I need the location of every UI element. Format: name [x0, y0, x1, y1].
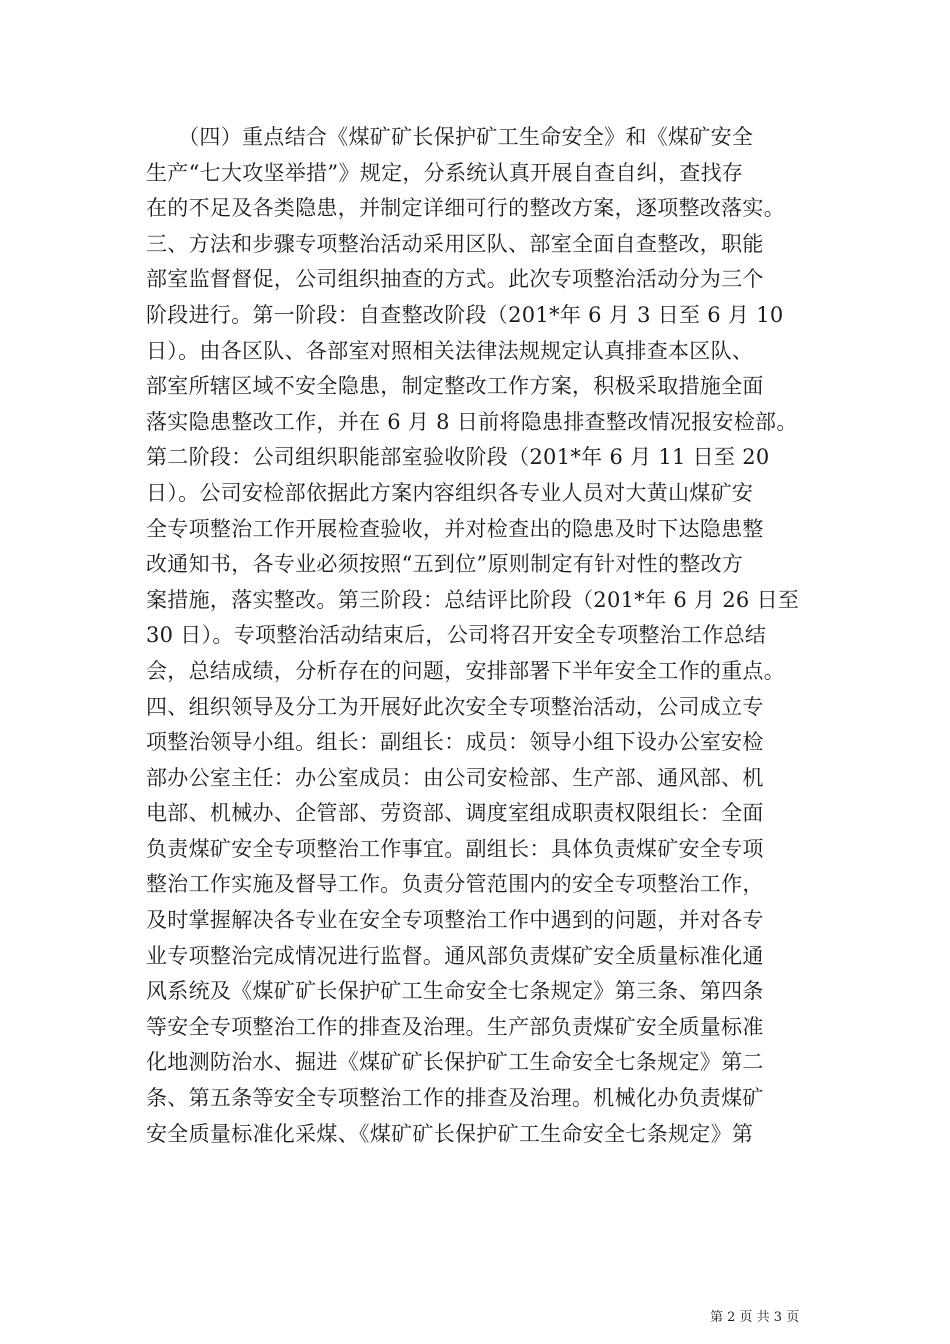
- text-line: 30 日）。专项整治活动结束后，公司将召开安全专项整治工作总结: [146, 623, 767, 648]
- text-line: 改通知书，各专业必须按照“五到位”原则制定有针对性的整改方: [146, 552, 744, 577]
- text-line: 阶段进行。第一阶段：自查整改阶段（201*年 6 月 3 日至 6 月 10: [146, 302, 784, 327]
- text-line: 案措施，落实整改。第三阶段：总结评比阶段（201*年 6 月 26 日至: [146, 587, 800, 612]
- text-line: 三、方法和步骤专项整治活动采用区队、部室全面自查整改，职能: [146, 231, 764, 256]
- text-line: 及时掌握解决各专业在安全专项整治工作中遇到的问题，并对各专: [146, 908, 764, 933]
- text-line: 落实隐患整改工作，并在 6 月 8 日前将隐患排查整改情况报安检部。: [146, 409, 798, 434]
- text-line: 会，总结成绩，分析存在的问题，安排部署下半年安全工作的重点。: [146, 658, 785, 683]
- text-line: 第二阶段：公司组织职能部室验收阶段（201*年 6 月 11 日至 20: [146, 445, 770, 470]
- text-line: 电部、机械办、企管部、劳资部、调度室组成职责权限组长：全面: [146, 801, 764, 826]
- text-line: 部办公室主任：办公室成员：由公司安检部、生产部、通风部、机: [146, 765, 764, 790]
- text-line: 在的不足及各类隐患，并制定详细可行的整改方案，逐项整改落实。: [146, 196, 785, 221]
- text-line: 日）。由各区队、各部室对照相关法律法规规定认真排查本区队、: [146, 338, 754, 363]
- text-line: 业专项整治完成情况进行监督。通风部负责煤矿安全质量标准化通: [146, 943, 764, 968]
- text-line: 生产“七大攻坚举措”》规定，分系统认真开展自查自纠，查找存: [146, 160, 744, 185]
- text-line: （四）重点结合《煤矿矿长保护矿工生命安全》和《煤矿安全: [146, 125, 754, 149]
- text-line: 四、组织领导及分工为开展好此次安全专项整治活动，公司成立专: [146, 694, 764, 719]
- text-line: 全专项整治工作开展检查验收，并对检查出的隐患及时下达隐患整: [146, 516, 764, 541]
- text-line: 项整治领导小组。组长：副组长：成员：领导小组下设办公室安检: [146, 730, 764, 755]
- text-line: 条、第五条等安全专项整治工作的排查及治理。机械化办负责煤矿: [146, 1086, 764, 1111]
- text-line: 化地测防治水、掘进《煤矿矿长保护矿工生命安全七条规定》第二: [146, 1050, 764, 1075]
- text-line: 部室所辖区域不安全隐患，制定整改工作方案，积极采取措施全面: [146, 374, 764, 399]
- text-line: 负责煤矿安全专项整治工作事宜。副组长：具体负责煤矿安全专项: [146, 836, 764, 861]
- text-line: 安全质量标准化采煤、《煤矿矿长保护矿工生命安全七条规定》第: [146, 1121, 754, 1146]
- document-body: [146, 120, 816, 1152]
- text-line: 等安全专项整治工作的排查及治理。生产部负责煤矿安全质量标准: [146, 1014, 764, 1039]
- text-line: 整治工作实施及督导工作。负责分管范围内的安全专项整治工作，: [146, 872, 764, 897]
- page-footer: 第 2 页 共 3 页: [710, 1310, 800, 1325]
- text-line: 日）。公司安检部依据此方案内容组织各专业人员对大黄山煤矿安: [146, 480, 754, 505]
- text-line: 部室监督督促，公司组织抽查的方式。此次专项整治活动分为三个: [146, 267, 764, 292]
- text-line: 风系统及《煤矿矿长保护矿工生命安全七条规定》第三条、第四条: [146, 979, 764, 1004]
